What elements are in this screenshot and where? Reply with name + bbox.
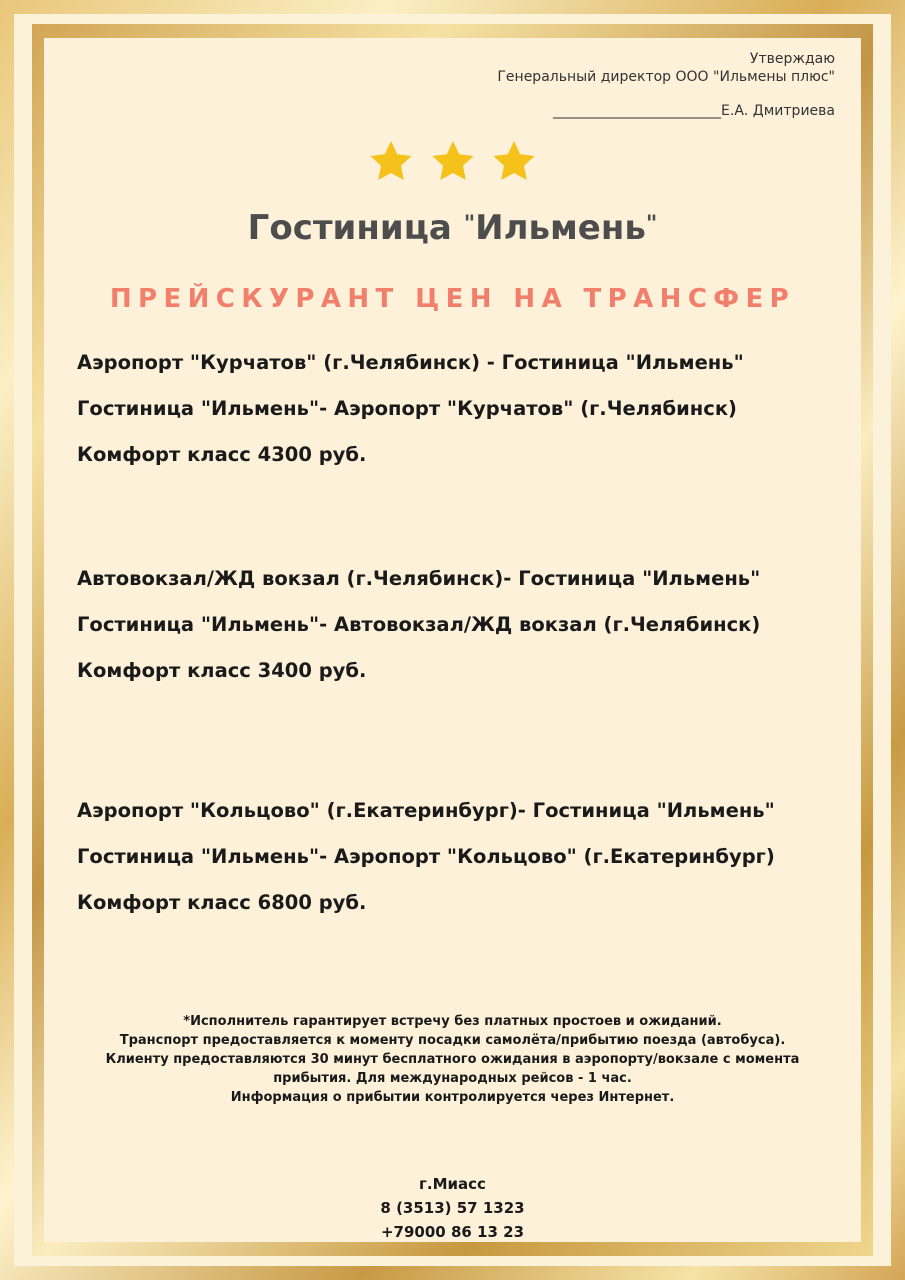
hotel-title-quote-open: " <box>463 212 476 237</box>
route-block-chelyabinsk-station <box>77 564 760 702</box>
contact-city: г.Миасс <box>419 1175 486 1193</box>
star-icon <box>429 138 477 186</box>
route-price: Комфорт класс 3400 руб. <box>77 659 367 682</box>
route-line-from-hotel: Гостиница "Ильмень"- Аэропорт "Курчатов" (г.Челябинск) <box>77 397 737 420</box>
route-price: Комфорт класс 4300 руб. <box>77 443 367 466</box>
route-line-to-hotel: Автовокзал/ЖД вокзал (г.Челябинск)- Гостиница "Ильмень" <box>77 567 761 590</box>
rating-stars <box>0 138 905 190</box>
hotel-name: Ильмень <box>475 208 646 248</box>
hotel-title-quote-close: " <box>645 212 658 237</box>
approval-position: Генеральный директор ООО "Ильмены плюс" <box>497 69 835 85</box>
note-line: Клиенту предоставляются 30 минут бесплатного ожидания в аэропорту/вокзале с момента <box>105 1052 800 1067</box>
route-line-from-hotel: Гостиница "Ильмень"- Автовокзал/ЖД вокзал (г.Челябинск) <box>77 613 761 636</box>
approval-title: Утверждаю <box>749 51 835 67</box>
note-line: Информация о прибытии контролируется через Интернет. <box>230 1090 675 1105</box>
star-icon <box>490 138 538 186</box>
route-price: Комфорт класс 6800 руб. <box>77 891 367 914</box>
note-line: *Исполнитель гарантирует встречу без платных простоев и ожиданий. <box>183 1014 722 1029</box>
contact-phone: +79000 86 13 23 <box>380 1223 525 1241</box>
route-line-to-hotel: Аэропорт "Курчатов" (г.Челябинск) - Гостиница "Ильмень" <box>77 351 744 374</box>
terms-notes <box>0 1012 905 1107</box>
hotel-title <box>0 208 905 248</box>
approval-stamp <box>497 50 835 120</box>
route-line-to-hotel: Аэропорт "Кольцово" (г.Екатеринбург)- Гостиница "Ильмень" <box>77 799 775 822</box>
contact-phone: 8 (3513) 57 1323 <box>380 1199 525 1217</box>
contacts <box>0 1172 905 1244</box>
note-line: Транспорт предоставляется к моменту посадки самолёта/прибытию поезда (автобуса). <box>119 1033 786 1048</box>
hotel-title-word: Гостиница <box>247 208 464 248</box>
route-line-from-hotel: Гостиница "Ильмень"- Аэропорт "Кольцово" (г.Екатеринбург) <box>77 845 775 868</box>
note-line: прибытия. Для международных рейсов - 1 час. <box>273 1071 632 1086</box>
star-icon <box>367 138 415 186</box>
approval-signature-line: ________________________Е.А. Дмитриева <box>553 103 835 119</box>
price-list-heading: ПРЕЙСКУРАНТ ЦЕН НА ТРАНСФЕР <box>109 284 796 314</box>
route-block-ekaterinburg-airport <box>77 796 775 934</box>
route-block-chelyabinsk-airport <box>77 348 744 486</box>
